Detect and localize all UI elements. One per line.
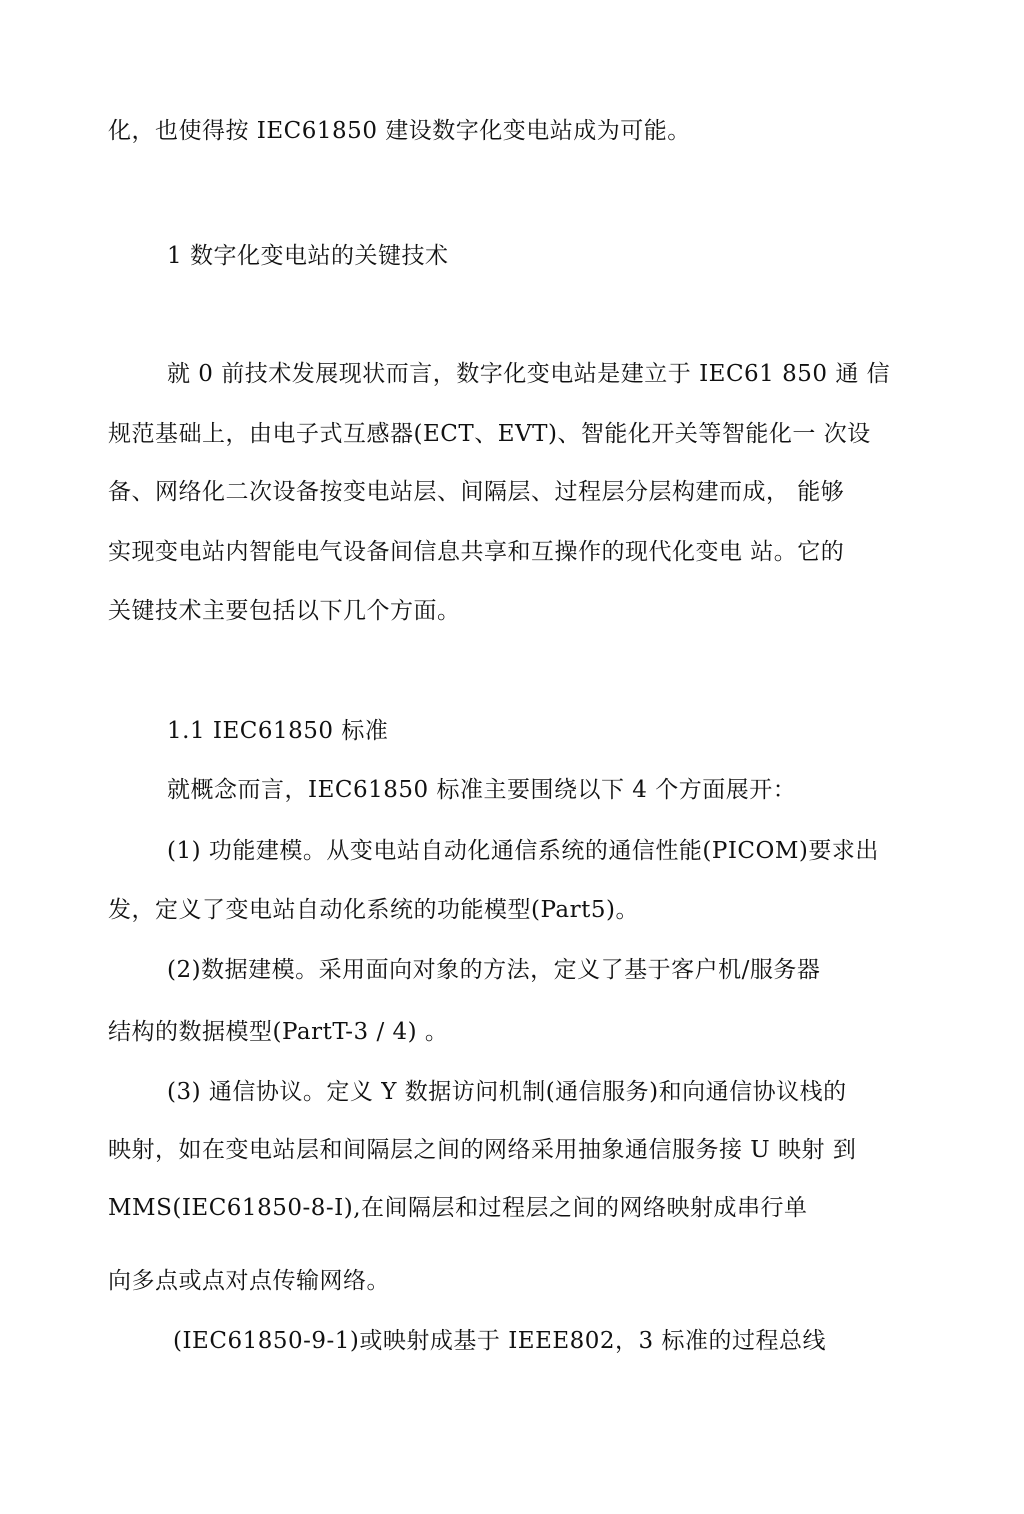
list-item-line: MMS(IEC61850-8-I),在间隔层和过程层之间的网络映射成串行单 bbox=[108, 1195, 808, 1221]
paragraph-line: 化，也使得按 IEC61850 建设数字化变电站成为可能。 bbox=[108, 118, 691, 144]
paragraph-line: 规范基础上，由电子式互感器(ECT、EVT)、智能化开关等智能化一 次设 bbox=[108, 421, 871, 447]
paragraph-line: 就 0 前技术发展现状而言，数字化变电站是建立于 IEC61 850 通 信 bbox=[167, 361, 891, 387]
list-item-line: 结构的数据模型(PartT-3 / 4) 。 bbox=[108, 1019, 449, 1045]
list-item-line: (1) 功能建模。从变电站自动化通信系统的通信性能(PICOM)要求出 bbox=[167, 838, 879, 864]
list-item-line: 发，定义了变电站自动化系统的功能模型(Part5)。 bbox=[108, 897, 639, 923]
list-item-line: (2)数据建模。采用面向对象的方法，定义了基于客户机/服务器 bbox=[167, 957, 821, 983]
list-item-line: 映射，如在变电站层和间隔层之间的网络采用抽象通信服务接 U 映射 到 bbox=[108, 1137, 857, 1163]
paragraph-line: 关键技术主要包括以下几个方面。 bbox=[108, 598, 461, 624]
section-heading: 1 数字化变电站的关键技术 bbox=[167, 243, 449, 269]
paragraph-line: 就概念而言，IEC61850 标准主要围绕以下 4 个方面展开： bbox=[167, 777, 797, 803]
list-item-line: (IEC61850-9-1)或映射成基于 IEEE802，3 标准的过程总线 bbox=[173, 1328, 827, 1354]
paragraph-line: 实现变电站内智能电气设备间信息共享和互操作的现代化变电 站。它的 bbox=[108, 539, 845, 565]
list-item-line: (3) 通信协议。定义 Y 数据访问机制(通信服务)和向通信协议栈的 bbox=[167, 1079, 847, 1105]
list-item-line: 向多点或点对点传输网络。 bbox=[108, 1268, 390, 1294]
subsection-heading: 1.1 IEC61850 标准 bbox=[167, 718, 389, 744]
paragraph-line: 备、网络化二次设备按变电站层、间隔层、过程层分层构建而成， 能够 bbox=[108, 479, 845, 505]
